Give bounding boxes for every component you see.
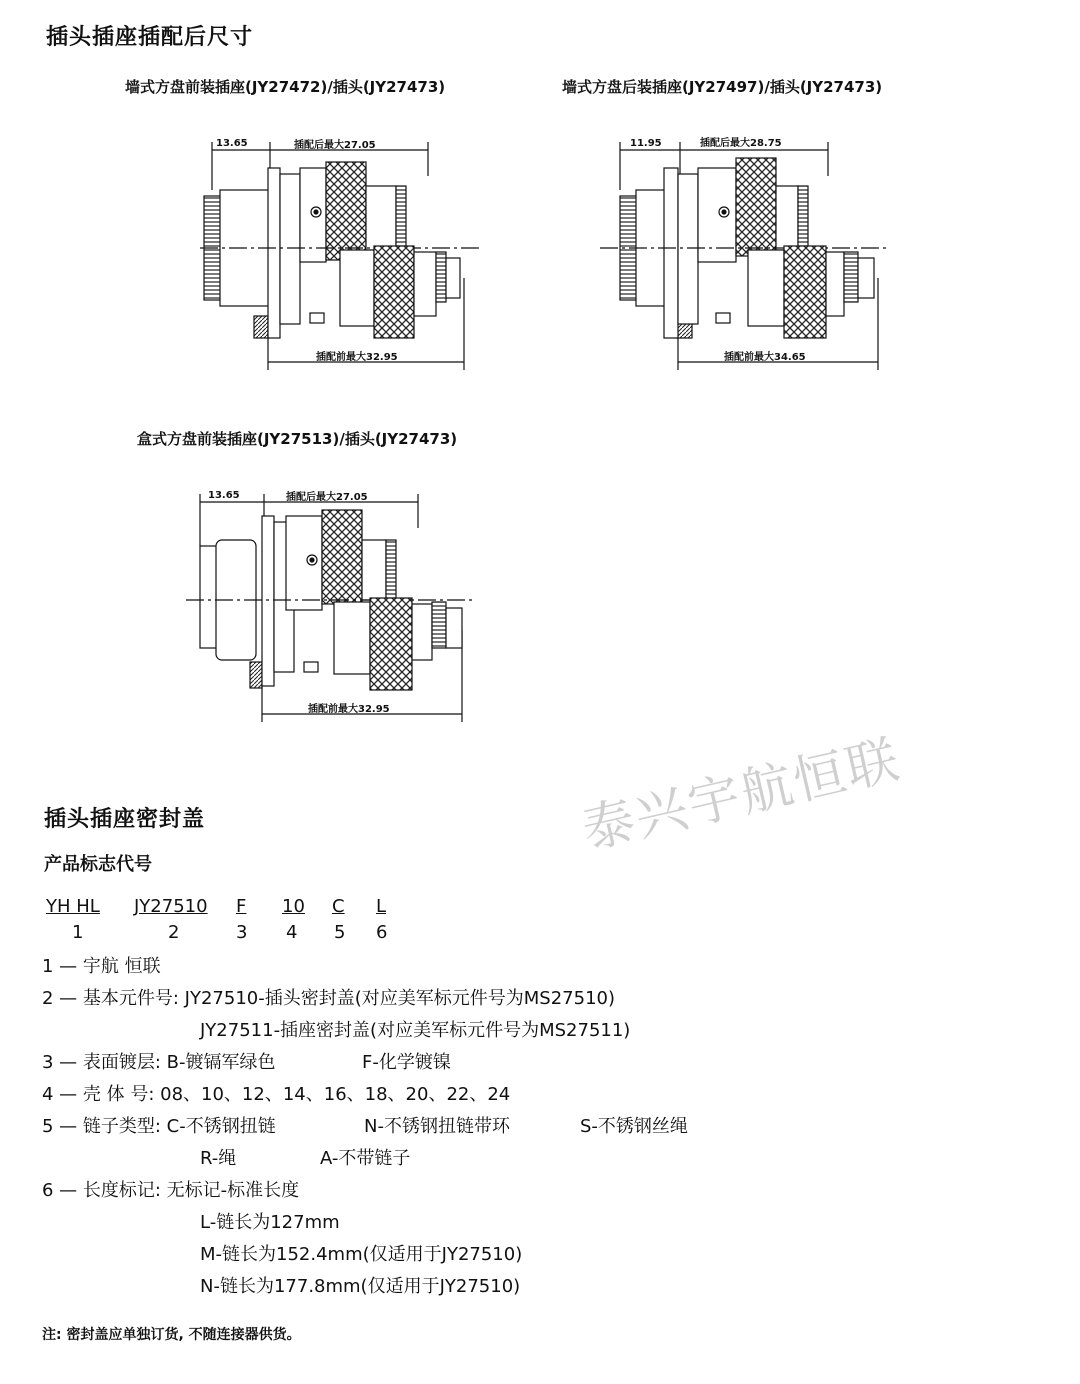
desc-line-6c: M-链长为152.4mm(仅适用于JY27510) [200, 1244, 523, 1265]
desc-line-4: 4 — 壳 体 号: 08、10、12、14、16、18、20、22、24 [42, 1084, 511, 1105]
dim-top-3: 插配后最大27.05 [286, 492, 368, 503]
desc-line-5d: R-绳 [200, 1148, 237, 1169]
desc-line-6d: N-链长为177.8mm(仅适用于JY27510) [200, 1276, 521, 1297]
desc-line-3: 3 — 表面镀层: B-镀镉军绿色 [42, 1052, 276, 1073]
code-part-6: L [376, 896, 387, 917]
desc-line-6b: L-链长为127mm [200, 1212, 340, 1233]
diagram-caption-3: 盒式方盘前装插座(JY27513)/插头(JY27473) [137, 430, 458, 448]
connector-diagram-3 [186, 480, 486, 730]
diagram-caption-1: 墙式方盘前装插座(JY27472)/插头(JY27473) [125, 78, 446, 96]
code-index-6: 6 [376, 922, 388, 943]
dim-bottom-3: 插配前最大32.95 [308, 704, 390, 715]
dim-bottom-2: 插配前最大34.65 [724, 352, 806, 363]
desc-line-6: 6 — 长度标记: 无标记-标准长度 [42, 1180, 300, 1201]
desc-line-5e: A-不带链子 [320, 1148, 411, 1169]
code-index-1: 1 [72, 922, 84, 943]
dim-left-2: 11.95 [630, 138, 662, 149]
diagram-caption-2: 墙式方盘后装插座(JY27497)/插头(JY27473) [562, 78, 883, 96]
desc-line-5c: S-不锈钢丝绳 [580, 1116, 688, 1137]
code-index-5: 5 [334, 922, 346, 943]
code-part-3: F [236, 896, 247, 917]
code-part-1: YH HL [46, 896, 100, 917]
desc-line-5b: N-不锈钢扭链带环 [364, 1116, 510, 1137]
connector-drawing-2 [598, 128, 898, 378]
desc-line-2: 2 — 基本元件号: JY27510-插头密封盖(对应美军标元件号为MS27510) [42, 988, 616, 1009]
dim-left-1: 13.65 [216, 138, 248, 149]
section-title-dimensions: 插头插座插配后尺寸 [46, 25, 254, 50]
desc-line-1: 1 — 宇航 恒联 [42, 956, 161, 977]
dim-top-1: 插配后最大27.05 [294, 140, 376, 151]
dim-bottom-1: 插配前最大32.95 [316, 352, 398, 363]
desc-line-5: 5 — 链子类型: C-不锈钢扭链 [42, 1116, 276, 1137]
dim-top-2: 插配后最大28.75 [700, 138, 782, 149]
code-index-4: 4 [286, 922, 298, 943]
desc-line-2b: JY27511-插座密封盖(对应美军标元件号为MS27511) [200, 1020, 631, 1041]
connector-drawing-1 [190, 128, 490, 378]
product-code-diagram [0, 896, 1080, 946]
code-part-4: 10 [282, 896, 305, 917]
desc-line-3b: F-化学镀镍 [362, 1052, 451, 1073]
dim-left-3: 13.65 [208, 490, 240, 501]
order-note: 注: 密封盖应单独订货, 不随连接器供货。 [42, 1327, 301, 1343]
connector-diagram-1 [190, 128, 490, 378]
product-code-subtitle: 产品标志代号 [44, 854, 152, 875]
code-index-3: 3 [236, 922, 248, 943]
code-part-5: C [332, 896, 345, 917]
code-index-2: 2 [168, 922, 180, 943]
watermark: 泰兴宇航恒联 [576, 729, 907, 862]
code-part-2: JY27510 [134, 896, 208, 917]
connector-diagram-2 [598, 128, 898, 378]
connector-drawing-3 [186, 480, 486, 730]
section-title-seal-cap: 插头插座密封盖 [44, 807, 206, 832]
